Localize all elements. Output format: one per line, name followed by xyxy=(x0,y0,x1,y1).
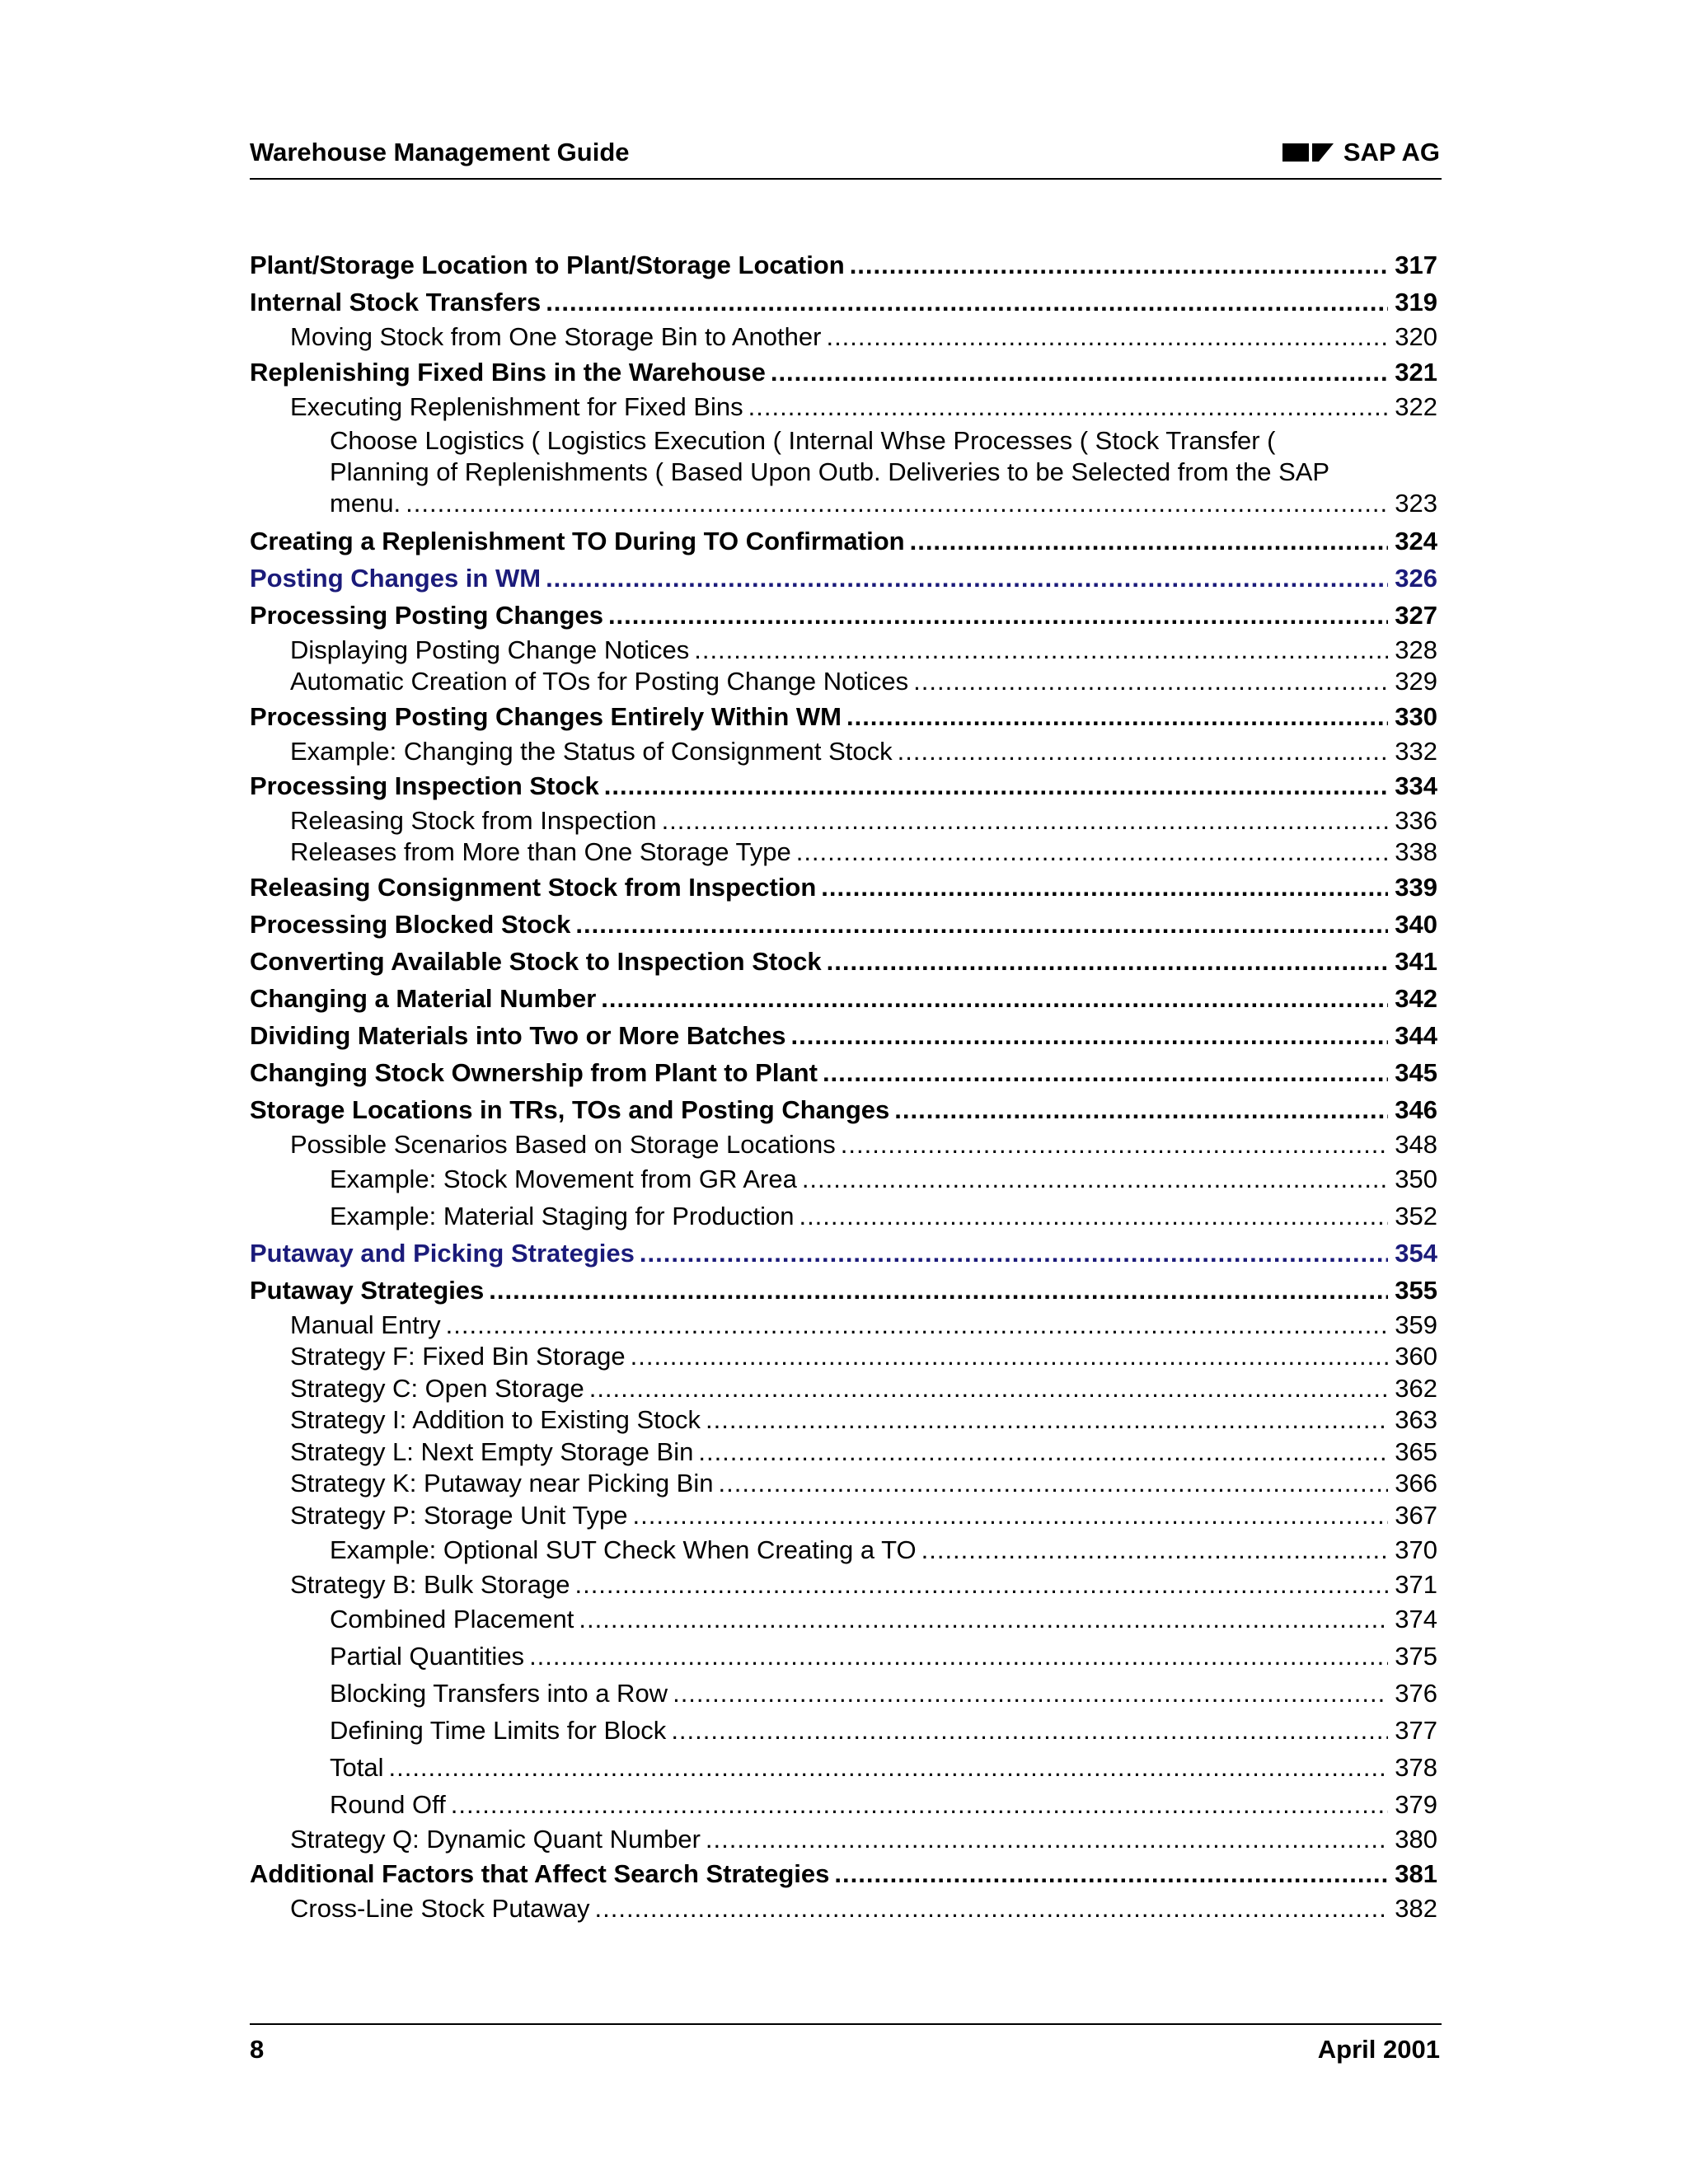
toc-entry-page: 365 xyxy=(1395,1437,1437,1466)
toc-entry[interactable] xyxy=(250,392,1437,422)
toc-entry[interactable] xyxy=(250,1021,1437,1051)
toc-entry-line: Planning of Replenishments ( Based Upon Outb. Deliveries to be Selected from the SAP xyxy=(330,457,1330,486)
toc-entry[interactable] xyxy=(250,910,1437,940)
dot-leader xyxy=(662,806,1388,836)
toc-entry[interactable] xyxy=(250,1437,1437,1467)
toc-entry[interactable] xyxy=(250,1753,1437,1783)
toc-entry-title: Putaway and Picking Strategies xyxy=(250,1239,635,1268)
dot-leader xyxy=(489,1276,1388,1305)
toc-entry-page: 366 xyxy=(1395,1469,1437,1497)
toc-entry[interactable] xyxy=(250,251,1437,280)
toc-entry-page: 360 xyxy=(1395,1342,1437,1371)
dot-leader xyxy=(771,358,1388,387)
toc-entry[interactable] xyxy=(250,1342,1437,1371)
toc-entry-title: Releasing Stock from Inspection xyxy=(290,806,657,835)
toc-entry-page: 339 xyxy=(1395,873,1437,902)
dot-leader xyxy=(823,1058,1388,1088)
toc-entry-title: Processing Posting Changes xyxy=(250,601,603,630)
toc-entry-page: 340 xyxy=(1395,910,1437,939)
toc-entry-page: 374 xyxy=(1395,1605,1437,1633)
dot-leader xyxy=(589,1374,1388,1404)
toc-entry[interactable] xyxy=(250,1405,1437,1435)
toc-entry[interactable] xyxy=(250,1570,1437,1600)
toc-entry-page: 338 xyxy=(1395,837,1437,866)
toc-entry-title: Blocking Transfers into a Row xyxy=(330,1679,668,1708)
toc-entry[interactable] xyxy=(250,1642,1437,1671)
toc-entry-page: 354 xyxy=(1395,1239,1437,1268)
toc-entry[interactable] xyxy=(250,1095,1437,1125)
toc-entry-title: Putaway Strategies xyxy=(250,1276,485,1305)
toc-entry[interactable] xyxy=(250,1790,1437,1820)
toc-entry[interactable] xyxy=(250,1165,1437,1194)
toc-entry-title: Round Off xyxy=(330,1790,446,1819)
toc-entry[interactable] xyxy=(250,358,1437,387)
toc-entry[interactable] xyxy=(250,322,1437,352)
toc-entry-title: Possible Scenarios Based on Storage Locations xyxy=(290,1130,836,1159)
dot-leader xyxy=(529,1642,1388,1671)
toc-entry-page: 376 xyxy=(1395,1679,1437,1708)
dot-leader xyxy=(834,1859,1388,1889)
dot-leader xyxy=(910,527,1388,556)
dot-leader xyxy=(640,1239,1388,1268)
toc-entry-title: Strategy I: Addition to Existing Stock xyxy=(290,1405,701,1434)
dot-leader xyxy=(451,1790,1388,1820)
toc-entry[interactable] xyxy=(250,1130,1437,1160)
brand-name: SAP AG xyxy=(1343,138,1440,166)
toc-entry[interactable] xyxy=(250,806,1437,836)
dot-leader xyxy=(388,1753,1388,1783)
toc-entry-title: Displaying Posting Change Notices xyxy=(290,635,690,664)
toc-entry-title: Automatic Creation of TOs for Posting Change Notices xyxy=(290,667,909,696)
dot-leader xyxy=(802,1165,1388,1194)
toc-entry-title: Storage Locations in TRs, TOs and Posting Changes xyxy=(250,1095,890,1124)
dot-leader xyxy=(821,873,1388,902)
page-number: 8 xyxy=(250,2035,265,2064)
toc-entry-multiline[interactable] xyxy=(250,425,1437,519)
dot-leader xyxy=(601,984,1388,1014)
toc-entry-page: 320 xyxy=(1395,322,1437,351)
toc-entry-title: Strategy B: Bulk Storage xyxy=(290,1570,570,1599)
toc-entry[interactable] xyxy=(250,601,1437,630)
toc-entry-page: 332 xyxy=(1395,737,1437,766)
publication-date: April 2001 xyxy=(1317,2035,1440,2064)
toc-entry-line: Choose Logistics ( Logistics Execution ( Internal Whse Processes ( Stock Transfer ( xyxy=(330,426,1276,455)
toc-entry-page: 317 xyxy=(1395,251,1437,279)
toc-entry-page: 352 xyxy=(1395,1202,1437,1230)
toc-entry-title: Total xyxy=(330,1753,384,1782)
dot-leader xyxy=(406,488,1388,519)
toc-entry-page: 355 xyxy=(1395,1276,1437,1305)
dot-leader xyxy=(846,702,1388,732)
toc-entry-page: 350 xyxy=(1395,1165,1437,1193)
toc-entry-page: 375 xyxy=(1395,1642,1437,1671)
toc-entry-page: 382 xyxy=(1395,1894,1437,1923)
toc-entry-page: 359 xyxy=(1395,1310,1437,1339)
toc-entry-page: 321 xyxy=(1395,358,1437,387)
toc-entry-page: 324 xyxy=(1395,527,1437,555)
dot-leader xyxy=(631,1342,1388,1371)
toc-entry-title: Replenishing Fixed Bins in the Warehouse xyxy=(250,358,766,387)
toc-section-heading[interactable] xyxy=(250,564,1437,593)
dot-leader xyxy=(718,1469,1388,1498)
dot-leader xyxy=(894,1095,1388,1125)
toc-entry-page: 378 xyxy=(1395,1753,1437,1782)
toc-entry[interactable] xyxy=(250,1058,1437,1088)
toc-entry[interactable] xyxy=(250,1202,1437,1231)
toc-entry-title: Example: Material Staging for Production xyxy=(330,1202,795,1230)
page-footer xyxy=(250,2023,1442,2064)
toc-entry-last-line xyxy=(330,488,1437,519)
toc-entry-page: 344 xyxy=(1395,1021,1437,1050)
toc-entry-title: Example: Optional SUT Check When Creating a TO xyxy=(330,1535,917,1564)
toc-entry[interactable] xyxy=(250,288,1437,317)
dot-leader xyxy=(633,1501,1388,1530)
dot-leader xyxy=(671,1716,1388,1746)
dot-leader xyxy=(913,667,1388,696)
toc-entry-title: Converting Available Stock to Inspection Stock xyxy=(250,947,822,976)
dot-leader xyxy=(579,1605,1388,1634)
toc-entry-title: Moving Stock from One Storage Bin to Another xyxy=(290,322,822,351)
dot-leader xyxy=(694,635,1388,665)
toc-entry-title: Processing Blocked Stock xyxy=(250,910,571,939)
dot-leader xyxy=(706,1405,1388,1435)
toc-entry-title: Strategy Q: Dynamic Quant Number xyxy=(290,1825,701,1854)
toc-entry-page: 363 xyxy=(1395,1405,1437,1434)
toc-entry-title: Defining Time Limits for Block xyxy=(330,1716,667,1745)
table-of-contents xyxy=(250,0,1437,1978)
toc-entry[interactable] xyxy=(250,1374,1437,1404)
toc-entry-title: Additional Factors that Affect Search Strategies xyxy=(250,1859,830,1888)
toc-entry-title: Example: Stock Movement from GR Area xyxy=(330,1165,797,1193)
toc-entry[interactable] xyxy=(250,1894,1437,1924)
toc-entry[interactable] xyxy=(250,1276,1437,1305)
toc-entry-page: 379 xyxy=(1395,1790,1437,1819)
toc-entry[interactable] xyxy=(250,737,1437,766)
toc-entry-title: Executing Replenishment for Fixed Bins xyxy=(290,392,743,421)
toc-entry[interactable] xyxy=(250,1859,1437,1889)
toc-entry[interactable] xyxy=(250,1310,1437,1340)
dot-leader xyxy=(575,910,1388,940)
dot-leader xyxy=(791,1021,1388,1051)
toc-entry-page: 345 xyxy=(1395,1058,1437,1087)
toc-entry-title: Changing a Material Number xyxy=(250,984,597,1013)
toc-entry-title: Strategy F: Fixed Bin Storage xyxy=(290,1342,626,1371)
toc-entry-page: 348 xyxy=(1395,1130,1437,1159)
dot-leader xyxy=(827,947,1388,977)
dot-leader xyxy=(799,1202,1388,1231)
toc-entry[interactable] xyxy=(250,984,1437,1014)
dot-leader xyxy=(826,322,1388,352)
dot-leader xyxy=(796,837,1388,867)
dot-leader xyxy=(446,1310,1388,1340)
toc-entry-title: Strategy L: Next Empty Storage Bin xyxy=(290,1437,694,1466)
toc-entry[interactable] xyxy=(250,527,1437,556)
toc-entry-page: 336 xyxy=(1395,806,1437,835)
toc-entry-title: Strategy P: Storage Unit Type xyxy=(290,1501,628,1530)
toc-entry-title: Releases from More than One Storage Type xyxy=(290,837,791,866)
toc-entry-page: 346 xyxy=(1395,1095,1437,1124)
toc-entry-page: 330 xyxy=(1395,702,1437,731)
toc-entry-page: 322 xyxy=(1395,392,1437,421)
toc-entry-title: Strategy K: Putaway near Picking Bin xyxy=(290,1469,714,1497)
dot-leader xyxy=(546,564,1388,593)
toc-entry-page: 380 xyxy=(1395,1825,1437,1854)
dot-leader xyxy=(595,1894,1388,1924)
toc-entry[interactable] xyxy=(250,771,1437,801)
toc-entry-title: Manual Entry xyxy=(290,1310,441,1339)
toc-entry-title: Internal Stock Transfers xyxy=(250,288,542,316)
toc-entry[interactable] xyxy=(250,1825,1437,1854)
toc-entry-page: 328 xyxy=(1395,635,1437,664)
toc-entry-title: Posting Changes in WM xyxy=(250,564,542,593)
dot-leader xyxy=(574,1570,1388,1600)
toc-entry[interactable] xyxy=(250,1605,1437,1634)
dot-leader xyxy=(546,288,1388,317)
toc-entry-page: 377 xyxy=(1395,1716,1437,1745)
toc-entry-page: 367 xyxy=(1395,1501,1437,1530)
toc-entry-page: 362 xyxy=(1395,1374,1437,1403)
toc-entry-title: Releasing Consignment Stock from Inspection xyxy=(250,873,817,902)
toc-entry-title: Cross-Line Stock Putaway xyxy=(290,1894,590,1923)
dot-leader xyxy=(921,1535,1388,1565)
toc-entry-title: Example: Changing the Status of Consignment Stock xyxy=(290,737,893,766)
toc-entry-page: 327 xyxy=(1395,601,1437,630)
toc-entry-page: 370 xyxy=(1395,1535,1437,1564)
toc-entry[interactable] xyxy=(250,702,1437,732)
dot-leader xyxy=(698,1437,1388,1467)
toc-entry-title: Plant/Storage Location to Plant/Storage Location xyxy=(250,251,845,279)
toc-entry-page: 381 xyxy=(1395,1859,1437,1888)
toc-entry-title: Partial Quantities xyxy=(330,1642,525,1671)
dot-leader xyxy=(604,771,1388,801)
toc-entry[interactable] xyxy=(250,1535,1437,1565)
toc-entry-title: Processing Inspection Stock xyxy=(250,771,599,800)
toc-entry[interactable] xyxy=(250,667,1437,696)
toc-entry-page: 371 xyxy=(1395,1570,1437,1599)
toc-entry-title: Strategy C: Open Storage xyxy=(290,1374,584,1403)
toc-entry-page: 342 xyxy=(1395,984,1437,1013)
toc-entry[interactable] xyxy=(250,947,1437,977)
toc-entry-title: Processing Posting Changes Entirely Within WM xyxy=(250,702,842,731)
toc-entry[interactable] xyxy=(250,837,1437,867)
toc-entry-title: Changing Stock Ownership from Plant to Plant xyxy=(250,1058,818,1087)
toc-entry[interactable] xyxy=(250,1716,1437,1746)
toc-entry-title: Dividing Materials into Two or More Batches xyxy=(250,1021,786,1050)
dot-leader xyxy=(673,1679,1388,1708)
toc-entry-page: 323 xyxy=(1395,489,1437,518)
toc-entry[interactable] xyxy=(250,1501,1437,1530)
toc-entry-page: 326 xyxy=(1395,564,1437,593)
dot-leader xyxy=(898,737,1388,766)
toc-entry-page: 329 xyxy=(1395,667,1437,696)
toc-entry-page: 341 xyxy=(1395,947,1437,976)
toc-entry-title: Combined Placement xyxy=(330,1605,574,1633)
document-title: Warehouse Management Guide xyxy=(250,138,630,166)
dot-leader xyxy=(850,251,1388,280)
dot-leader xyxy=(748,392,1388,422)
dot-leader xyxy=(706,1825,1388,1854)
toc-entry[interactable] xyxy=(250,635,1437,665)
toc-entry[interactable] xyxy=(250,873,1437,902)
toc-section-heading[interactable] xyxy=(250,1239,1437,1268)
toc-entry-page: 319 xyxy=(1395,288,1437,316)
toc-entry-line: menu. xyxy=(330,489,401,518)
dot-leader xyxy=(841,1130,1388,1160)
toc-entry-title: Creating a Replenishment TO During TO Confirmation xyxy=(250,527,905,555)
toc-entry[interactable] xyxy=(250,1469,1437,1498)
toc-entry-page: 334 xyxy=(1395,771,1437,800)
dot-leader xyxy=(608,601,1388,630)
toc-entry[interactable] xyxy=(250,1679,1437,1708)
